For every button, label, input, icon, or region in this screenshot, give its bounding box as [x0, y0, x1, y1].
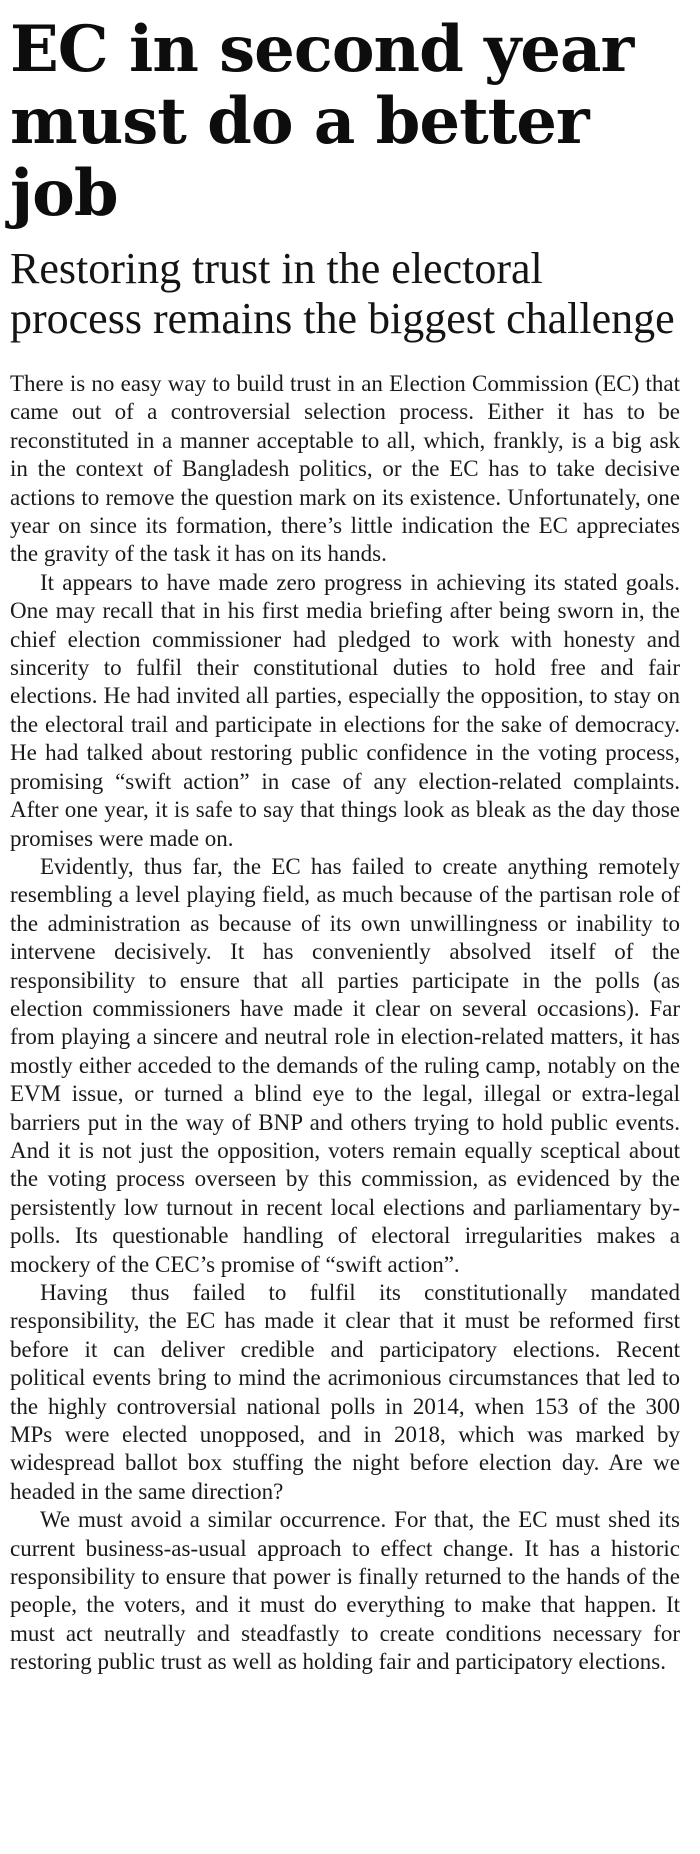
subheadline: Restoring trust in the electoral process remains the biggest challenge [10, 244, 675, 343]
editorial-article [10, 0, 680, 1677]
paragraph: We must avoid a similar occurrence. For that, the EC must shed its current business-as-usual approach to effect change. It has a historic responsibility to ensure that power is finally returned to the hands of the people, the voters, and it must do everything to make that happen. It must act neutrally and steadfastly to create conditions necessary for restoring public trust as well as holding fair and participatory elections. [10, 1507, 680, 1675]
headline: EC in second year must do a better job [10, 12, 634, 231]
paragraph: Evidently, thus far, the EC has failed to create anything remotely resembling a level playing field, as much because of the partisan role of the administration as because of its own unwillingness or inability to intervene decisively. It has conveniently absolved itself of the responsibility to ensure that all parties participate in the polls (as election commissioners have made it clear on several occasions). Far from playing a sincere and neutral role in election-related matters, it has mostly either acceded to the demands of the ruling camp, notably on the EVM issue, or turned a blind eye to the legal, illegal or extra-legal barriers put in the way of BNP and others trying to hold public events. And it is not just the opposition, voters remain equally sceptical about the voting process overseen by this commission, as evidenced by the persistently low turnout in recent local elections and parliamentary by-polls. Its questionable handling of electoral irregularities makes a mockery of the CEC’s promise of “swift action”. [10, 853, 680, 1277]
paragraph: It appears to have made zero progress in achieving its stated goals. One may recall that in his first media briefing after being sworn in, the chief election commissioner had pledged to work with honesty and sincerity to fulfil their constitutional duties to hold free and fair elections. He had invited all parties, especially the opposition, to stay on the electoral trail and participate in elections for the sake of democracy. He had talked about restoring public confidence in the voting process, promising “swift action” in case of any election-related complaints. After one year, it is safe to say that things look as bleak as the day those promises were made on. [10, 569, 680, 851]
paragraph: Having thus failed to fulfil its constitutionally mandated responsibility, the EC has made it clear that it must be reformed first before it can deliver credible and participatory elections. Recent political events bring to mind the acrimonious circumstances that led to the highly controversial national polls in 2014, when 153 of the 300 MPs were elected unopposed, and in 2018, which was marked by widespread ballot box stuffing the night before election day. Are we headed in the same direction? [10, 1280, 680, 1504]
article-body [10, 370, 680, 1677]
paragraph: There is no easy way to build trust in an Election Commission (EC) that came out of a controversial selection process. Either it has to be reconstituted in a manner acceptable to all, which, frankly, is a big ask in the context of Bangladesh politics, or the EC has to take decisive actions to remove the question mark on its existence. Unfortunately, one year on since its formation, there’s little indication the EC appreciates the gravity of the task it has on its hands. [10, 371, 680, 567]
